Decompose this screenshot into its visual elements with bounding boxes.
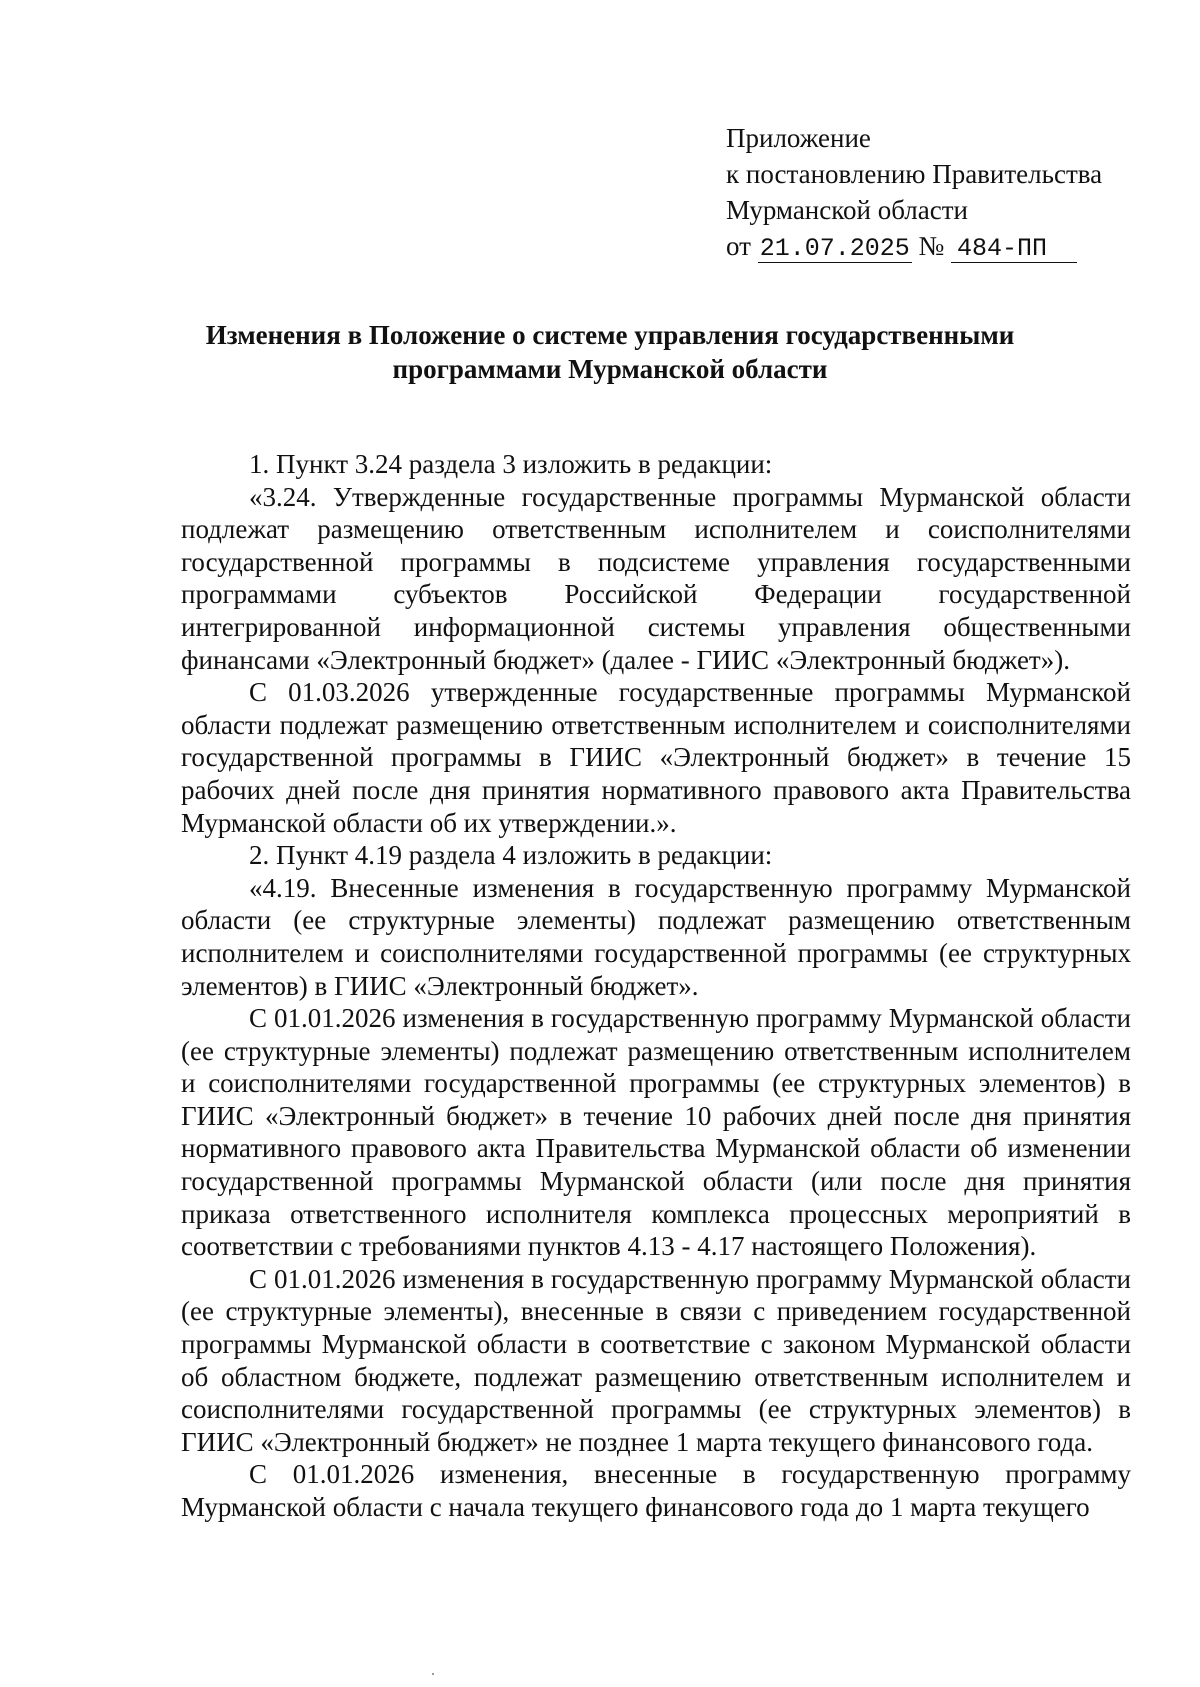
appendix-label: Приложение xyxy=(726,123,871,153)
appendix-header xyxy=(726,120,1102,264)
title-line-1: Изменения в Положение о системе управления государственными xyxy=(205,320,1015,350)
paragraph-4-19-early-year-changes: С 01.01.2026 изменения, внесенные в государственную программу Мурманской области с начала текущего финансового года до 1 марта текущего xyxy=(181,1459,1131,1522)
paragraph-item-1-heading: 1. Пункт 3.24 раздела 3 изложить в редакции: xyxy=(249,449,773,479)
paragraph-3-24-from-2026: С 01.03.2026 утвержденные государственные программы Мурманской области подлежат размещению ответственным исполнителем и соисполнителями государственной программы в ГИИС «Электронный бюджет» в течение 15 рабочих дней после дня принятия нормативного правового акта Правительства Мурманской области об их утверждении.». xyxy=(181,677,1131,838)
resolution-date: 21.07.2025 xyxy=(759,234,910,263)
paragraph-3-24: «3.24. Утвержденные государственные программы Мурманской области подлежат размещению ответственным исполнителем и соисполнителями государственной программы в подсистеме управления государственными программами субъектов Российской Федерации государственной интегрированной информационной системы управления общественными финансами «Электронный бюджет» (далее - ГИИС «Электронный бюджет»). xyxy=(181,481,1131,675)
scan-speck xyxy=(432,1673,434,1675)
resolution-number: 484-ПП xyxy=(951,236,1077,263)
appendix-region-line: Мурманской области xyxy=(726,195,968,225)
date-prefix: от xyxy=(726,231,751,261)
title-line-2: программами Мурманской области xyxy=(392,354,828,384)
paragraph-item-2-heading: 2. Пункт 4.19 раздела 4 изложить в редакции: xyxy=(249,840,773,871)
number-sign: № xyxy=(918,231,945,261)
paragraph-4-19-budget-law-changes: С 01.01.2026 изменения в государственную программу Мурманской области (ее структурные элементы), внесенные в связи с приведением государственной программы Мурманской области в соответствие с законом Мурманской области об областном бюджете, подлежат размещению ответственным исполнителем и соисполнителями государственной программы (ее структурных элементов) в ГИИС «Электронный бюджет» не позднее 1 марта текущего финансового года. xyxy=(181,1263,1131,1457)
document-title xyxy=(150,318,1070,386)
paragraph-4-19: «4.19. Внесенные изменения в государственную программу Мурманской области (ее структурные элементы) подлежат размещению ответственным исполнителем и соисполнителями государственной программы (ее структурных элементов) в ГИИС «Электронный бюджет». xyxy=(181,872,1131,1001)
appendix-resolution-line: к постановлению Правительства xyxy=(726,159,1103,189)
paragraph-4-19-changes-10-days: С 01.01.2026 изменения в государственную программу Мурманской области (ее структурные элементы) подлежат размещению ответственным исполнителем и соисполнителями государственной программы (ее структурных элементов) в ГИИС «Электронный бюджет» в течение 10 рабочих дней после дня принятия нормативного правового акта Правительства Мурманской области об изменении государственной программы Мурманской области (или после дня принятия приказа ответственного исполнителя комплекса процессных мероприятий в соответствии с требованиями пунктов 4.13 - 4.17 настоящего Положения). xyxy=(181,1003,1131,1262)
document-body xyxy=(181,448,1131,1524)
appendix-date-line xyxy=(726,228,1102,264)
